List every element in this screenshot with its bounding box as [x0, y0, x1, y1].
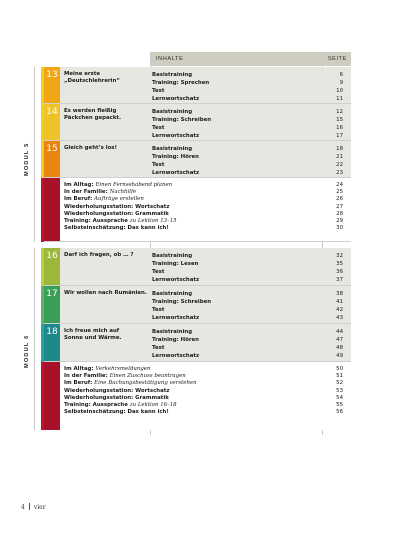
- lesson-16-pages: [336, 252, 343, 284]
- lesson-13-items: [152, 71, 209, 103]
- lesson-17-title: Wir wollen nach Rumänien.: [64, 290, 147, 296]
- lesson-15-pages: [336, 145, 343, 177]
- page-number: 42: [336, 307, 343, 313]
- page-number: 22: [336, 162, 343, 168]
- module-6-line: [34, 248, 35, 430]
- module-5-summary-box: [44, 178, 60, 242]
- lesson-15-item: Lernwortschatz: [152, 170, 200, 176]
- summary-line: Im Beruf: Eine Buchungsbestätigung verstehen: [64, 380, 197, 387]
- lesson-17-pages: [336, 290, 343, 322]
- page-number: 35: [336, 261, 343, 267]
- footer-divider: [29, 503, 30, 510]
- lesson-14-number-box: [44, 104, 60, 141]
- lesson-13-number: 13: [46, 70, 58, 80]
- page-number: 28: [336, 210, 343, 217]
- page-number: 24: [336, 182, 343, 188]
- page-number: 23: [336, 170, 343, 176]
- lesson-13-pages: [336, 71, 343, 103]
- lesson-16-item: Basistraining: [152, 253, 193, 259]
- summary-line: Im Alltag: Verkehrsmeldungen: [64, 366, 151, 372]
- page-number: 17: [336, 133, 343, 139]
- page-number: 56: [336, 409, 343, 416]
- page-number: 27: [336, 203, 343, 210]
- lesson-15-item: Test: [152, 162, 165, 168]
- footer-page-number: 4: [21, 504, 25, 511]
- page-number: 55: [336, 402, 343, 409]
- lesson-17-items: [152, 290, 211, 322]
- lesson-16-number: 16: [46, 251, 58, 261]
- module-5-summary-row: [60, 178, 351, 242]
- summary-line: Wiederholungsstation: Wortschatz: [64, 387, 170, 394]
- lesson-17-number: 17: [46, 289, 58, 299]
- lesson-18-item: Training: Hören: [152, 337, 200, 343]
- summary-line: Training: Aussprache zu Lektion 16–18: [64, 402, 177, 409]
- page-number: 52: [336, 380, 343, 387]
- lesson-14-item: Test: [152, 125, 165, 131]
- lesson-13-item: Training: Sprechen: [152, 80, 210, 86]
- page-number: 11: [336, 96, 343, 102]
- summary-line: Training: Aussprache zu Lektion 13–15: [64, 218, 177, 225]
- page-number: 15: [336, 117, 343, 123]
- lesson-18-item: Basistraining: [152, 329, 193, 335]
- lesson-16-item: Lernwortschatz: [152, 277, 200, 283]
- lesson-15-row: [60, 141, 351, 178]
- page-number: 25: [336, 189, 343, 196]
- lesson-17-item: Test: [152, 307, 165, 313]
- page-number: 29: [336, 218, 343, 225]
- page-footer: [21, 503, 46, 511]
- page-number: 26: [336, 196, 343, 203]
- header-inhalte: INHALTE: [156, 56, 184, 62]
- lesson-17-item: Basistraining: [152, 291, 193, 297]
- lesson-13-row: [60, 67, 351, 104]
- lesson-18-items: [152, 328, 199, 360]
- summary-line: Im Beruf: Aufträge erstellen: [64, 196, 144, 203]
- lesson-15-item: Basistraining: [152, 146, 193, 152]
- page-number: 16: [336, 125, 343, 131]
- module-5-summary-items: [64, 182, 177, 232]
- header-seite: SEITE: [327, 56, 347, 62]
- lesson-18-item: Test: [152, 345, 165, 351]
- lesson-18-row: [60, 324, 351, 362]
- lesson-17-item: Training: Schreiben: [152, 299, 212, 305]
- lesson-16-item: Training: Lesen: [152, 261, 199, 267]
- page-number: 21: [336, 154, 343, 160]
- lesson-16-row: [60, 248, 351, 286]
- page-number: 9: [339, 80, 343, 86]
- module-6-summary-items: [64, 366, 197, 416]
- module-5-summary-pages: [336, 182, 343, 232]
- lesson-15-number-box: [44, 141, 60, 178]
- page-number: 10: [336, 88, 343, 94]
- lesson-14-item: Lernwortschatz: [152, 133, 200, 139]
- page-number: 54: [336, 394, 343, 401]
- lesson-14-items: [152, 108, 211, 140]
- page-number: 30: [336, 225, 343, 232]
- lesson-15-item: Training: Hören: [152, 154, 200, 160]
- page-number: 37: [336, 277, 343, 283]
- footer-page-word: vier: [33, 504, 46, 511]
- lesson-16-item: Test: [152, 269, 165, 275]
- page-number: 53: [336, 387, 343, 394]
- row-separator: [44, 241, 351, 242]
- lesson-13-item: Test: [152, 88, 165, 94]
- lesson-14-item: Basistraining: [152, 109, 193, 115]
- lesson-18-item: Lernwortschatz: [152, 353, 200, 359]
- page-number: 48: [336, 345, 343, 351]
- page-number: 43: [336, 315, 343, 321]
- lesson-17-number-box: [44, 286, 60, 324]
- module-5-label: MODUL 5: [24, 142, 30, 176]
- lesson-13-item: Lernwortschatz: [152, 96, 200, 102]
- lesson-18-number: 18: [46, 327, 58, 337]
- lesson-14-pages: [336, 108, 343, 140]
- page-number: 44: [336, 329, 343, 335]
- page-number: 47: [336, 337, 343, 343]
- page-number: 41: [336, 299, 343, 305]
- page-number: 18: [336, 146, 343, 152]
- lesson-16-items: [152, 252, 199, 284]
- lesson-13-number-box: [44, 67, 60, 104]
- module-6-summary-row: [60, 362, 351, 430]
- module-6-summary-box: [44, 362, 60, 430]
- page-number: 6: [339, 72, 343, 78]
- lesson-13-title: Meine erste „Deutschlehrerin“: [64, 71, 120, 84]
- lesson-18-pages: [336, 328, 343, 360]
- summary-line: Wiederholungsstation: Wortschatz: [64, 203, 170, 210]
- lesson-15-number: 15: [46, 144, 58, 154]
- page-number: 51: [336, 373, 343, 380]
- summary-line: Wiederholungsstation: Grammatik: [64, 394, 169, 401]
- lesson-14-item: Training: Schreiben: [152, 117, 212, 123]
- lesson-14-number: 14: [46, 107, 58, 117]
- summary-line: In der Familie: Einen Zuschuss beantragen: [64, 373, 186, 380]
- page-number: 32: [336, 253, 343, 259]
- lesson-13-item: Basistraining: [152, 72, 193, 78]
- page-number: 50: [336, 366, 343, 372]
- module-5-line: [34, 67, 35, 242]
- page-number: 38: [336, 291, 343, 297]
- lesson-18-title: Ich freue mich auf Sonne und Wärme.: [64, 328, 122, 341]
- lesson-14-row: [60, 104, 351, 141]
- summary-line: Im Alltag: Einen Fernsehabend planen: [64, 182, 173, 188]
- lesson-16-title: Darf ich fragen, ob … ?: [64, 252, 134, 258]
- lesson-16-number-box: [44, 248, 60, 286]
- lesson-14-title: Es werden fleißig Päckchen gepackt.: [64, 108, 122, 121]
- summary-line: Wiederholungsstation: Grammatik: [64, 210, 169, 217]
- module-6-summary-pages: [336, 366, 343, 416]
- summary-line: Selbsteinschätzung: Das kann ich!: [64, 225, 169, 232]
- page-number: 49: [336, 353, 343, 359]
- toc-header: [150, 52, 351, 66]
- module-6-label: MODUL 6: [24, 334, 30, 368]
- summary-line: In der Familie: Nachhilfe: [64, 189, 137, 196]
- lesson-15-title: Gleich geht’s los!: [64, 145, 117, 151]
- lesson-15-items: [152, 145, 199, 177]
- summary-line: Selbsteinschätzung: Das kann ich!: [64, 409, 169, 416]
- page-number: 12: [336, 109, 343, 115]
- lesson-18-number-box: [44, 324, 60, 362]
- lesson-17-row: [60, 286, 351, 324]
- lesson-17-item: Lernwortschatz: [152, 315, 200, 321]
- page-number: 36: [336, 269, 343, 275]
